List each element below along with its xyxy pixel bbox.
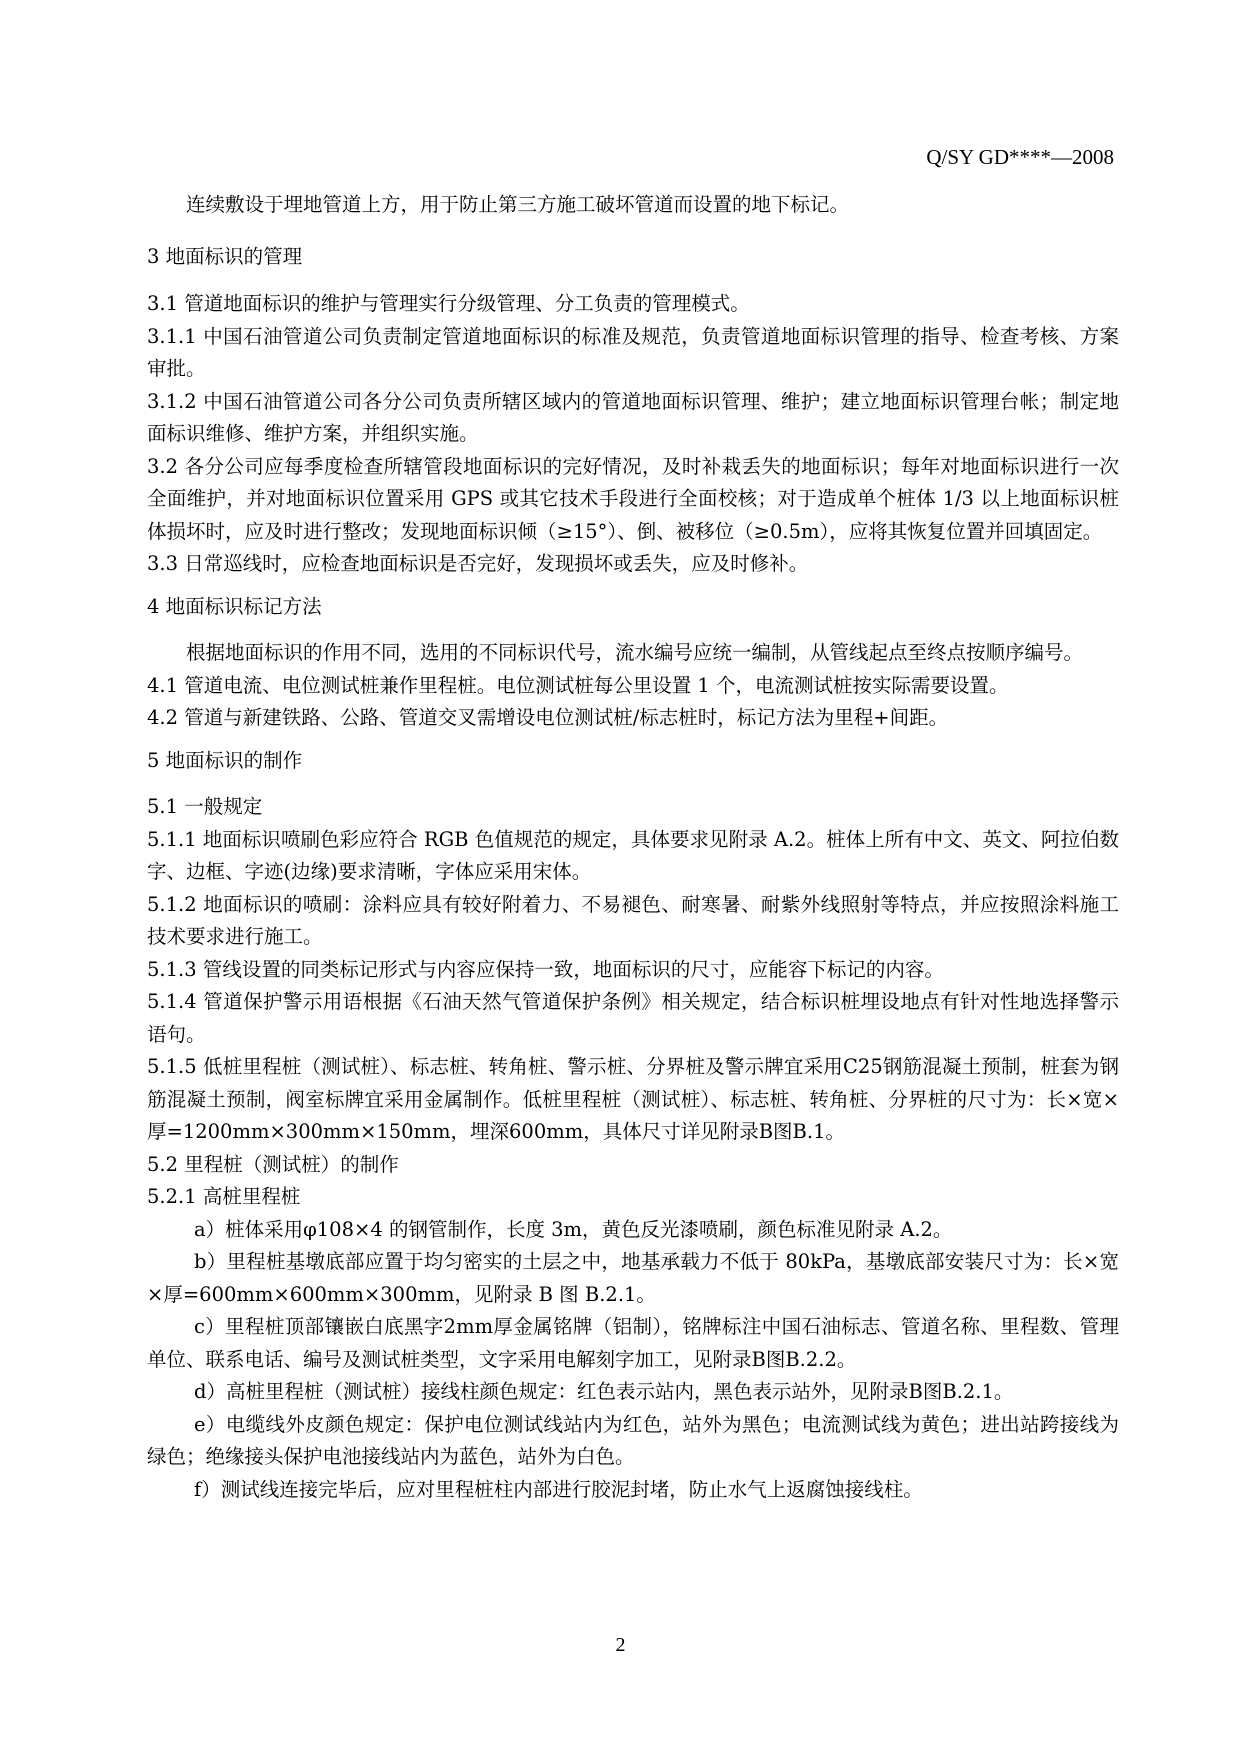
section-heading-5: 5 地面标识的制作 xyxy=(147,748,303,772)
item-e: e）电缆线外皮颜色规定：保护电位测试线站内为红色，站外为黑色；电流测试线为黄色；进出站跨接线为绿色；绝缘接头保护电池接线站内为蓝色，站外为白色。 xyxy=(147,1412,1119,1468)
document-code-header: Q/SY GD****—2008 xyxy=(926,145,1114,169)
item-c: c）里程桩顶部镶嵌白底黑字2mm厚金属铭牌（铝制），铭牌标注中国石油标志、管道名称、里程数、管理单位、联系电话、编号及测试桩类型，文字采用电解刻字加工，见附录B图B.2.2。 xyxy=(147,1315,1119,1371)
clause-3-3: 3.3 日常巡线时，应检查地面标识是否完好，发现损坏或丢失，应及时修补。 xyxy=(147,552,809,575)
clause-3-2: 3.2 各分公司应每季度检查所辖管段地面标识的完好情况，及时补栽丢失的地面标识；每年对地面标识进行一次全面维护，并对地面标识位置采用 GPS 或其它技术手段进行全面校核；对于造成单个桩体 1/3 以上地面标识桩体损坏时，应及时进行整改；发现地面标识倾（≥15°）、倒、被移位（≥0.5m），应将其恢复位置并回填固定。 xyxy=(147,454,1119,543)
clause-5-1-1: 5.1.1 地面标识喷刷色彩应符合 RGB 色值规范的规定，具体要求见附录 A.2。桩体上所有中文、英文、阿拉伯数字、边框、字迹(边缘)要求清晰，字体应采用宋体。 xyxy=(147,827,1119,883)
clause-5-1-4: 5.1.4 管道保护警示用语根据《石油天然气管道保护条例》相关规定，结合标识桩埋设地点有针对性地选择警示语句。 xyxy=(147,990,1119,1046)
clause-4-2: 4.2 管道与新建铁路、公路、管道交叉需增设电位测试桩/标志桩时，标记方法为里程+间距。 xyxy=(147,706,949,729)
item-d: d）高桩里程桩（测试桩）接线柱颜色规定：红色表示站内，黑色表示站外，见附录B图B.2.1。 xyxy=(194,1380,1014,1403)
paragraph-continuation: 连续敷设于埋地管道上方，用于防止第三方施工破坏管道而设置的地下标记。 xyxy=(186,193,850,216)
clause-5-1: 5.1 一般规定 xyxy=(147,795,263,818)
clause-5-2: 5.2 里程桩（测试桩）的制作 xyxy=(147,1152,399,1176)
clause-3-1-2: 3.1.2 中国石油管道公司各分公司负责所辖区域内的管道地面标识管理、维护；建立地面标识管理台帐；制定地面标识维修、维护方案，并组织实施。 xyxy=(147,389,1119,445)
document-body xyxy=(147,189,1119,1506)
page-number: 2 xyxy=(615,1634,626,1656)
item-f: f）测试线连接完毕后，应对里程桩柱内部进行胶泥封堵，防止水气上返腐蚀接线柱。 xyxy=(194,1477,923,1501)
clause-3-1-1: 3.1.1 中国石油管道公司负责制定管道地面标识的标准及规范，负责管道地面标识管理的指导、检查考核、方案审批。 xyxy=(147,324,1119,380)
clause-5-1-5: 5.1.5 低桩里程桩（测试桩）、标志桩、转角桩、警示桩、分界桩及警示牌宜采用C25钢筋混凝土预制，桩套为钢筋混凝土预制，阀室标牌宜采用金属制作。低桩里程桩（测试桩）、标志桩、转角桩、分界桩的尺寸为：长×宽×厚=1200mm×300mm×150mm，埋深600mm，具体尺寸详见附录B图B.1。 xyxy=(147,1055,1119,1143)
clause-3-1: 3.1 管道地面标识的维护与管理实行分级管理、分工负责的管理模式。 xyxy=(147,292,750,315)
clause-5-1-2: 5.1.2 地面标识的喷刷：涂料应具有较好附着力、不易褪色、耐寒暑、耐紫外线照射等特点，并应按照涂料施工技术要求进行施工。 xyxy=(147,892,1119,948)
item-a: a）桩体采用φ108×4 的钢管制作，长度 3m，黄色反光漆喷刷，颜色标准见附录 A.2。 xyxy=(194,1217,953,1241)
section-heading-3: 3 地面标识的管理 xyxy=(147,244,303,268)
section-heading-4: 4 地面标识标记方法 xyxy=(147,594,322,618)
clause-5-2-1: 5.2.1 高桩里程桩 xyxy=(147,1185,301,1208)
paragraph-section-4-intro: 根据地面标识的作用不同，选用的不同标识代号，流水编号应统一编制，从管线起点至终点按顺序编号。 xyxy=(186,641,1084,664)
clause-5-1-3: 5.1.3 管线设置的同类标记形式与内容应保持一致，地面标识的尺寸，应能容下标记的内容。 xyxy=(147,957,944,981)
clause-4-1: 4.1 管道电流、电位测试桩兼作里程桩。电位测试桩每公里设置 1 个，电流测试桩按实际需要设置。 xyxy=(147,673,1009,697)
item-b: b）里程桩基墩底部应置于均匀密实的土层之中，地基承载力不低于 80kPa，基墩底部安装尺寸为：长×宽×厚=600mm×600mm×300mm，见附录 B 图 B.2.1。 xyxy=(147,1250,1119,1306)
